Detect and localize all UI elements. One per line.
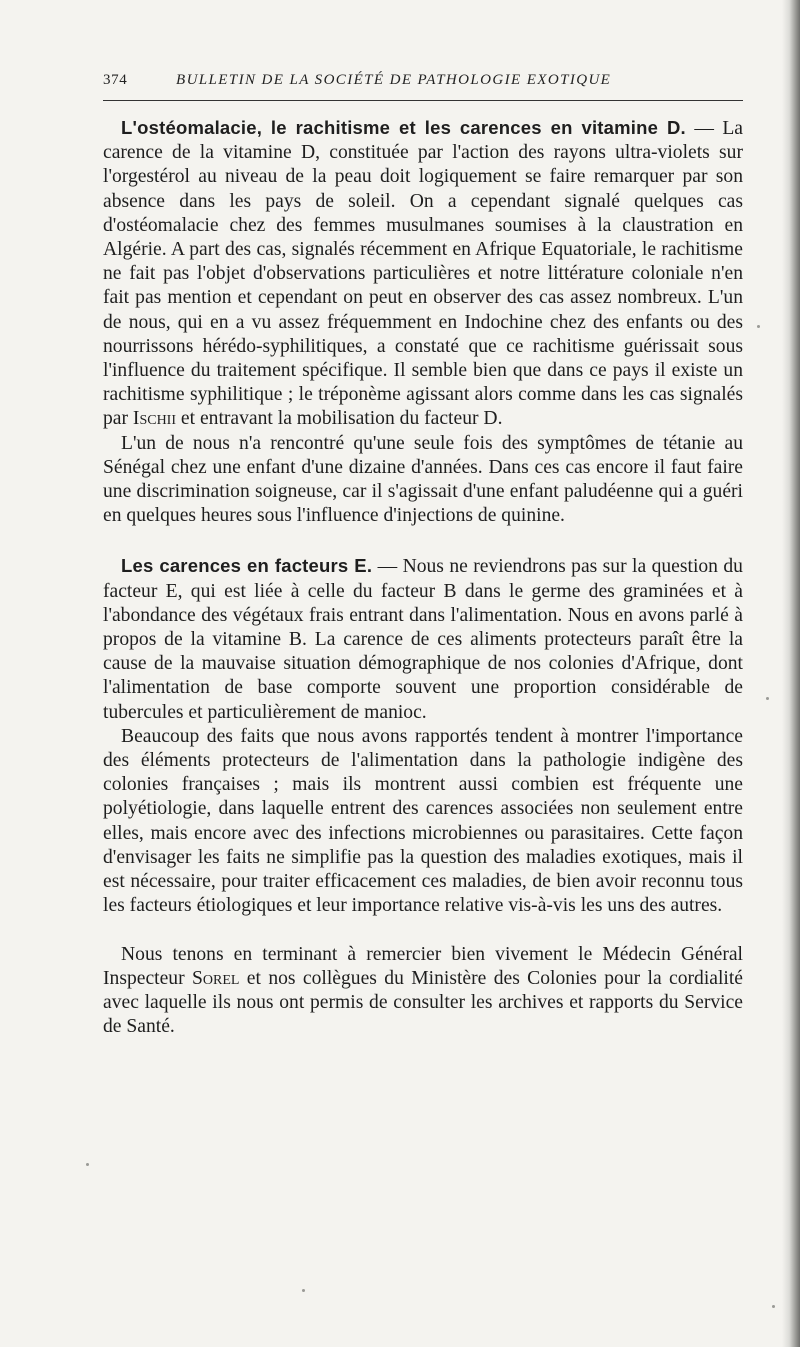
closing-paragraph: [103, 943, 743, 1040]
factor-e-paragraph-2: Beaucoup des faits que nous avons rapportés tendent à montrer l'importance des éléments protecteurs de l'alimentation dans la pathologie indigène des colonies françaises ; mais ils montrent aussi combien est fréquente une polyétiologie, dans laquelle entrent des carences associées non seulement entre elles, mais encore avec des infections microbiennes ou parasitaires. Cette façon d'envisager les faits ne simplifie pas la question des maladies exotiques, mais il est nécessaire, pour traiter efficacement ces maladies, de bien avoir reconnu tous les facteurs étiologiques et leur importance relative vis-à-vis les uns des autres.: [103, 725, 743, 917]
paper-speck: [772, 1305, 775, 1308]
author-name-sorel: Sorel: [191, 967, 240, 989]
factor-e-text: — Nous ne reviendrons pas sur la question du facteur E, qui est liée à celle du facteur B dans le germe des graminées et à l'abondance des végétaux frais entrant dans l'alimentation. Nous en avons parlé à propos de la vitamine B. La carence de ces aliments protecteurs paraît être la cause de la mauvaise situation démographique de nos colonies d'Afrique, dont l'alimentation de base comporte souvent une proportion considérable de tubercules et particulièrement de manioc.: [103, 556, 743, 723]
running-title: BULLETIN DE LA SOCIÉTÉ DE PATHOLOGIE EXOTIQUE: [176, 72, 612, 88]
closing-text-b: et nos collègues du Ministère des Colonies pour la cordialité avec laquelle ils nous ont permis de consulter les archives et rapports du Service de Santé.: [103, 967, 744, 1038]
section-gap: [103, 919, 743, 943]
osteo-paragraph-1: [103, 116, 743, 432]
factor-e-paragraph-1: [103, 554, 743, 724]
paper-speck: [757, 325, 760, 328]
paper-speck: [302, 1289, 305, 1292]
page-number: 374: [103, 72, 128, 88]
osteo-text-a: — La carence de la vitamine D, constituée par l'action des rayons ultra-violets sur l'orgestérol au niveau de la peau doit logiquement se faire remarquer par son absence dans les pays de soleil. On a cependant signalé quelques cas d'ostéomalacie chez des femmes musulmanes soumises à la claustration en Algérie. A part des cas, signalés récemment en Afrique Equatoriale, le rachitisme ne fait pas l'objet d'observations particulières et notre littérature coloniale n'en fait pas mention et cependant on peut en observer des cas assez nombreux. L'un de nous, qui en a vu assez fréquemment en Indochine chez des enfants ou des nourrissons hérédo-syphilitiques, a constaté que ce rachitisme guérissait sous l'influence du traitement spécifique. Il semble bien que dans ce pays il existe un rachitisme syphilitique ; le tréponème agissant alors comme dans les cas signalés par: [103, 118, 743, 430]
osteo-paragraph-2: L'un de nous n'a rencontré qu'une seule fois des symptômes de tétanie au Sénégal chez une enfant d'une dizaine d'années. Dans ces cas encore il faut faire une discrimination soigneuse, car il s'agissait d'une enfant paludéenne qui a guéri en quelques heures sous l'influence d'injections de quinine.: [103, 432, 743, 527]
closing-text-a: Nous tenons en terminant à remercier bien vivement le Médecin Général Inspecteur: [103, 943, 743, 989]
author-name-ischii: Ischii: [132, 408, 177, 430]
header-rule: [103, 100, 743, 101]
article-body: [103, 116, 743, 1039]
section-title-facteurs-e: Les carences en facteurs E.: [121, 555, 373, 577]
osteo-text-b: et entravant la mobilisation du facteur D.: [176, 408, 503, 430]
paper-speck: [86, 1163, 89, 1166]
paper-speck: [766, 697, 769, 700]
running-header: [103, 72, 743, 102]
section-gap: [103, 528, 743, 554]
section-title-osteomalacie: L'ostéomalacie, le rachitisme et les carences en vitamine D.: [121, 117, 686, 138]
page-edge-shadow: [782, 0, 800, 1347]
